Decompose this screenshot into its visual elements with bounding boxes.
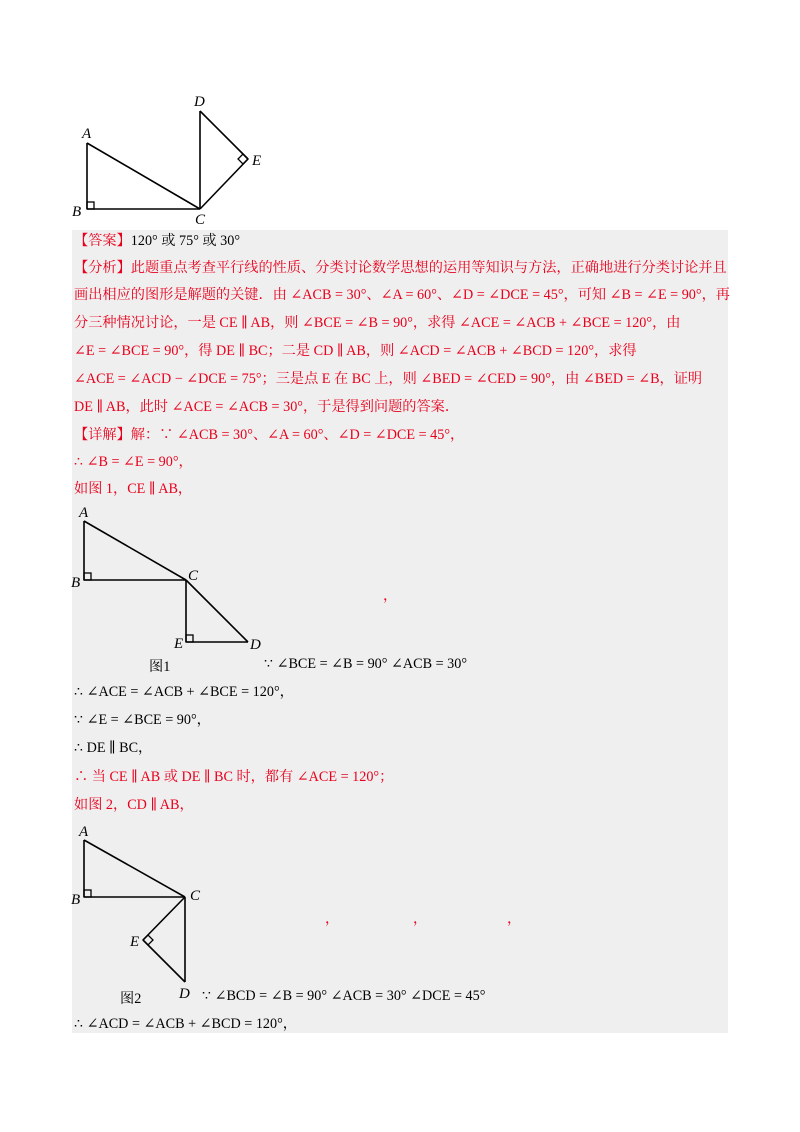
analysis-tag: 【分析】 — [74, 260, 131, 276]
analysis-line-5: ∠ACE = ∠ACD − ∠DCE = 75°；三是点 E 在 BC 上，则 ∠BED = ∠CED = 90°，由 ∠BED = ∠B，证明 — [74, 371, 703, 387]
detail-line-8: 如图 2，CD ∥ AB， — [74, 797, 194, 813]
fig1-text: ∵ ∠BCE = ∠B = 90° ∠ACB = 30° — [264, 656, 468, 672]
answer-tag: 【答案】 — [74, 233, 131, 249]
segment-DE — [200, 111, 248, 159]
segment-AC — [87, 143, 200, 209]
fig1-label-E: E — [174, 636, 184, 652]
detail-tag: 【详解】 — [74, 427, 131, 443]
analysis-line-4: ∠E = ∠BCE = 90°，得 DE ∥ BC；二是 CD ∥ AB，则 ∠ACD = ∠ACB + ∠BCD = 120°，求得 — [74, 343, 637, 359]
fig2-segment-AC — [84, 840, 185, 897]
fig2-segment-ED — [143, 940, 185, 982]
label-A: A — [82, 126, 92, 142]
fig2-comma-1: ， — [325, 911, 340, 927]
fig2-right-angle-E — [143, 935, 153, 945]
fig1-right-angle-B — [84, 573, 91, 580]
fig2-label-B: B — [71, 892, 81, 908]
fig2-comma-3: ， — [507, 911, 522, 927]
fig1-comma: ， — [383, 588, 398, 604]
detail-line-6: ∴ DE ∥ BC， — [74, 740, 153, 756]
fig2-comma-2: ， — [413, 911, 428, 927]
label-D: D — [194, 94, 205, 110]
right-angle-mark-E — [238, 154, 248, 164]
fig1-right-angle-E — [186, 635, 193, 642]
fig1-label-B: B — [71, 575, 81, 591]
fig1-label-C: C — [188, 568, 199, 584]
figure-2 — [68, 820, 218, 1010]
analysis-line-2: 画出相应的图形是解题的关键．由 ∠ACB = 30°、∠A = 60°、∠D = ∠DCE = 45°，可知 ∠B = ∠E = 90°，再 — [74, 287, 730, 303]
fig2-label-E: E — [130, 934, 140, 950]
detail-line-1 — [74, 424, 464, 446]
detail-line-7: ∴ 当 CE ∥ AB 或 DE ∥ BC 时，都有 ∠ACE = 120°； — [74, 769, 394, 785]
label-B: B — [72, 204, 82, 220]
detail-line-9: ∴ ∠ACD = ∠ACB + ∠BCD = 120°， — [74, 1016, 297, 1032]
fig1-segment-AC — [84, 521, 186, 580]
analysis-text-1: 此题重点考查平行线的性质、分类讨论数学思想的运用等知识与方法，正确地进行分类讨论并且 — [130, 260, 727, 276]
fig1-caption: 图1 — [149, 659, 171, 675]
detail-line-2: ∴ ∠B = ∠E = 90°， — [74, 454, 193, 470]
fig1-label-A: A — [79, 505, 89, 521]
detail-line-5: ∵ ∠E = ∠BCE = 90°， — [74, 712, 211, 728]
segment-CE — [200, 159, 248, 209]
fig2-label-A: A — [79, 824, 89, 840]
detail-line-3: 如图 1，CE ∥ AB， — [74, 481, 193, 497]
answer-text: 120° 或 75° 或 30° — [130, 233, 241, 249]
answer-line — [74, 230, 240, 252]
fig2-right-angle-B — [84, 890, 91, 897]
analysis-line-3: 分三种情况讨论，一是 CE ∥ AB，则 ∠BCE = ∠B = 90°，求得 ∠ACE = ∠ACB + ∠BCE = 120°，由 — [74, 315, 681, 331]
fig2-text: ∵ ∠BCD = ∠B = 90° ∠ACB = 30° ∠DCE = 45° — [202, 988, 486, 1004]
analysis-line-1 — [74, 257, 727, 279]
label-C: C — [195, 212, 206, 228]
analysis-line-6: DE ∥ AB，此时 ∠ACE = ∠ACB = 30°，于是得到问题的答案． — [74, 399, 460, 415]
fig1-label-D: D — [250, 637, 261, 653]
fig2-caption: 图2 — [120, 991, 142, 1007]
fig1-segment-CD — [186, 580, 248, 642]
fig2-label-C: C — [190, 888, 201, 904]
fig2-label-D: D — [179, 986, 190, 1002]
detail-line-4: ∴ ∠ACE = ∠ACB + ∠BCE = 120°， — [74, 684, 294, 700]
label-E: E — [252, 153, 262, 169]
fig2-segment-CE — [143, 897, 185, 940]
right-angle-mark-B — [87, 202, 94, 209]
detail-text-1: 解：∵ ∠ACB = 30°、∠A = 60°、∠D = ∠DCE = 45°， — [130, 427, 465, 443]
figure-1 — [68, 503, 278, 653]
figure-top — [70, 90, 270, 230]
